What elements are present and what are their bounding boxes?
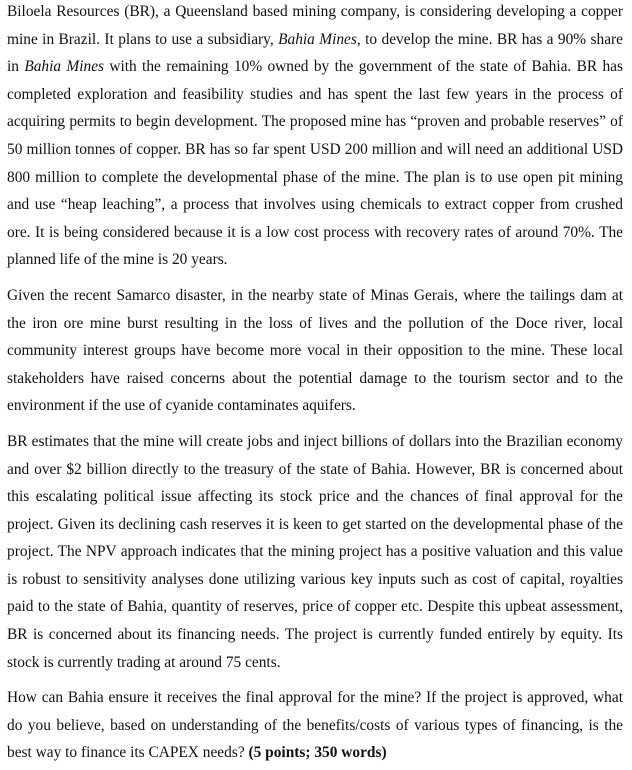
paragraph-1-run-3: , to develop the mine. BR has a 90% share in	[7, 30, 623, 76]
points-and-word-limit: (5 points; 350 words)	[248, 744, 387, 762]
paragraph-4-question	[7, 684, 623, 767]
paragraph-4-run-1: How can Bahia ensure it receives the final approval for the mine? If the project is approved, what do you believe, based on understanding of the benefits/costs of various types of financing, is the best way to finance its CAPEX needs?	[7, 689, 623, 762]
paragraph-1	[7, 0, 623, 274]
paragraph-3	[7, 428, 623, 676]
paragraph-2-run-1: Given the recent Samarco disaster, in the nearby state of Minas Gerais, where the tailings dam at the iron ore mine burst resulting in the loss of lives and the pollution of the Doce river, local community interest groups have become more vocal in their opposition to the mine. These local stakeholders have raised concerns about the potential damage to the tourism sector and to the environment if the use of cyanide contaminates aquifers.	[7, 286, 623, 415]
paragraph-1-run-1: Biloela Resources (BR), a Queensland based mining company, is considering developing a copper mine in Brazil. It plans to use a subsidiary,	[7, 3, 623, 48]
paragraph-1-run-5: with the remaining 10% owned by the government of the state of Bahia. BR has completed exploration and feasibility studies and has spent the last few years in the process of acquiring permits to begin development. The proposed mine has “proven and probable reserves” of 50 million tonnes of copper. BR has so far spent USD 200 million and will need an additional USD 800 million to complete the developmental phase of the mine. The plan is to use open pit mining and use “heap leaching”, a process that involves using chemicals to extract copper from crushed ore. It is being considered because it is a low cost process with recovery rates of around 70%. The planned life of the mine is 20 years.	[7, 58, 623, 269]
paragraph-1-run-4-italic: Bahia Mines	[24, 58, 105, 76]
paragraph-2	[7, 282, 623, 420]
paragraph-3-run-1: BR estimates that the mine will create jobs and inject billions of dollars into the Brazilian economy and over $2 billion directly to the treasury of the state of Bahia. However, BR is concerned about this escalating political issue affecting its stock price and the chances of final approval for the project. Given its declining cash reserves it is keen to get started on the developmental phase of the project. The NPV approach indicates that the mining project has a positive valuation and this value is robust to sensitivity analyses done utilizing various key inputs such as cost of capital, royalties paid to the state of Bahia, quantity of reserves, price of copper etc. Despite this upbeat assessment, BR is concerned about its financing needs. The project is currently funded entirely by equity. Its stock is currently trading at around 75 cents.	[7, 432, 623, 671]
paragraph-1-run-2-italic: Bahia Mines	[278, 30, 357, 48]
